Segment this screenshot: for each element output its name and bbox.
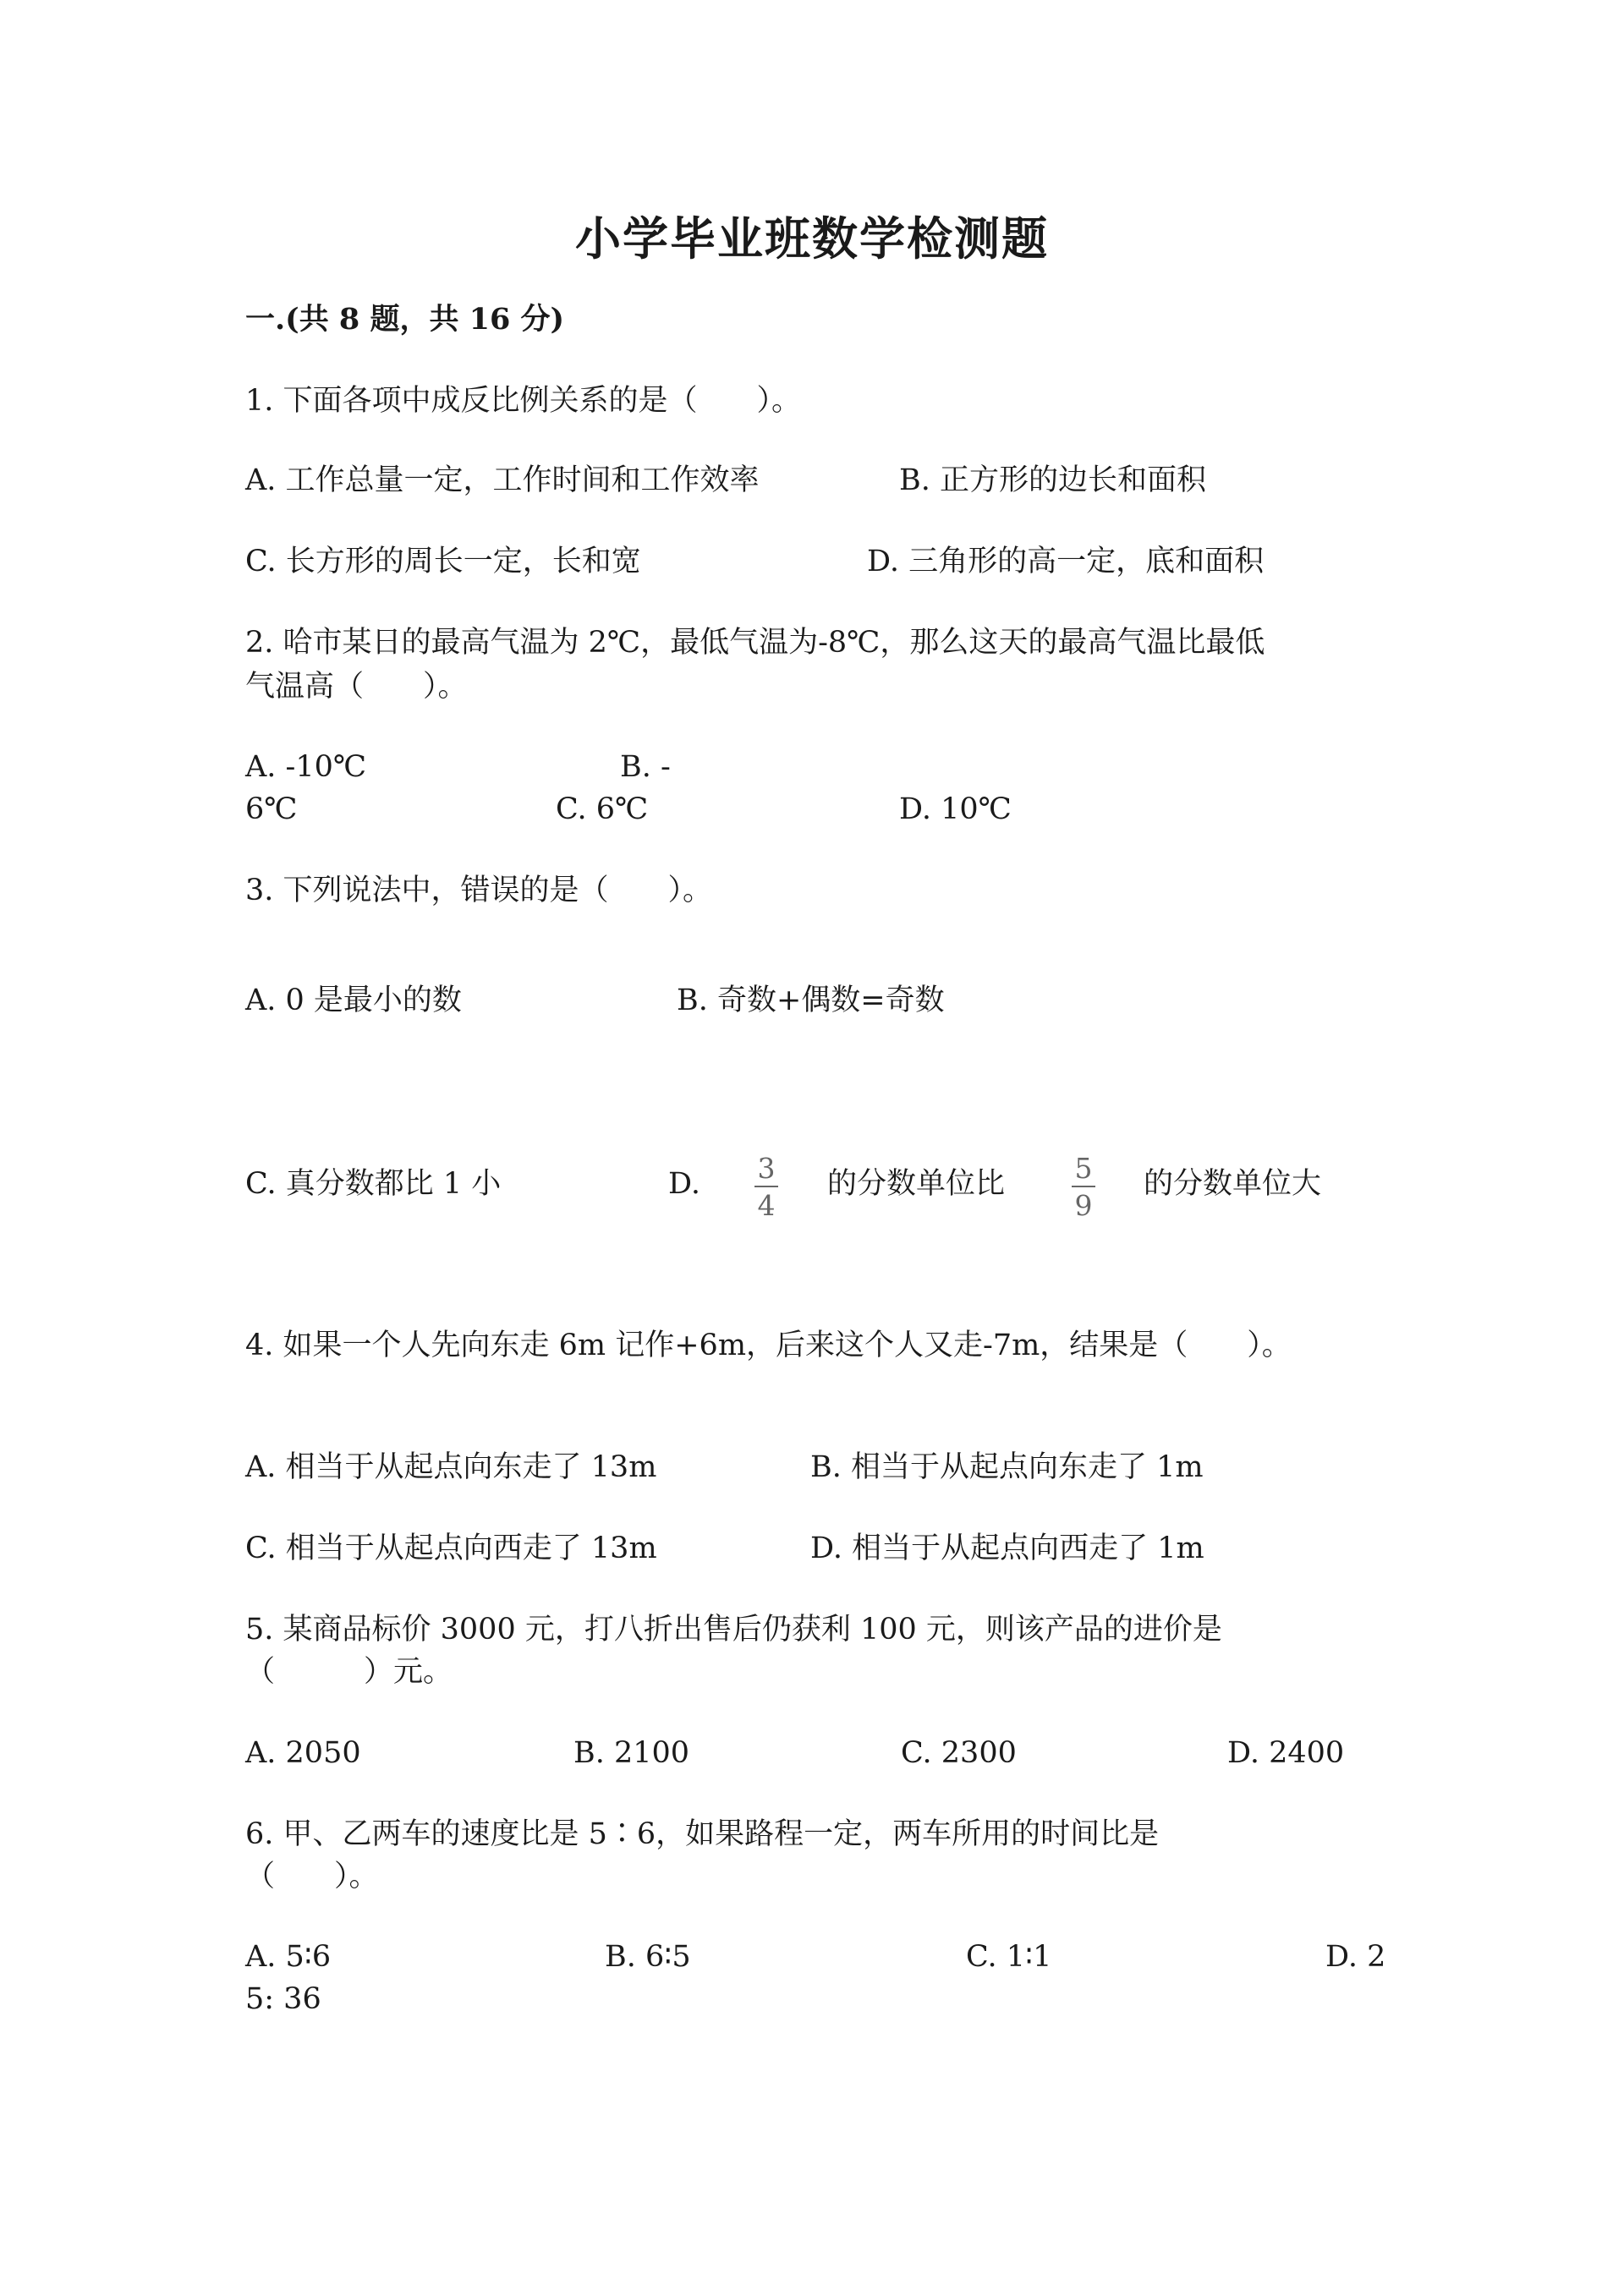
question-2-option-b-part2: 6℃ (245, 792, 298, 826)
question-1-option-b: B. 正方形的边长和面积 (899, 463, 1206, 497)
fraction-numerator: 5 (1074, 1152, 1093, 1185)
question-5-option-c: C. 2300 (901, 1736, 1017, 1770)
question-6-option-a: A. 5∶6 (245, 1940, 332, 1974)
question-2-option-a: A. -10℃ (245, 750, 367, 784)
question-2-option-b-part1: B. - (620, 750, 671, 784)
question-1-stem: 1. 下面各项中成反比例关系的是（ ）。 (245, 384, 802, 418)
question-3-stem: 3. 下列说法中，错误的是（ ）。 (245, 874, 713, 907)
question-4-option-b: B. 相当于从起点向东走了 1m (810, 1450, 1204, 1484)
question-1-option-d: D. 三角形的高一定，底和面积 (867, 545, 1265, 578)
question-5-option-b: B. 2100 (573, 1736, 690, 1770)
question-3-option-c: C. 真分数都比 1 小 (245, 1167, 502, 1201)
question-5-stem-line1: 5. 某商品标价 3000 元，打八折出售后仍获利 100 元，则该产品的进价是 (245, 1613, 1222, 1647)
question-6-option-b: B. 6∶5 (605, 1940, 691, 1974)
question-2-option-d: D. 10℃ (899, 792, 1012, 826)
fraction-numerator: 3 (757, 1152, 776, 1185)
document-title: 小学毕业班数学检测题 (575, 211, 1049, 266)
fraction-three-quarters (751, 1153, 782, 1221)
question-3-option-d-suffix: 的分数单位大 (1144, 1167, 1322, 1201)
question-3-option-b: B. 奇数+偶数=奇数 (677, 984, 945, 1017)
fraction-denominator: 4 (757, 1189, 776, 1222)
fraction-denominator: 9 (1074, 1189, 1093, 1222)
question-5-option-a: A. 2050 (245, 1736, 361, 1770)
question-6-option-c: C. 1∶1 (966, 1940, 1052, 1974)
question-6-stem-line2: （ ）。 (245, 1860, 379, 1893)
question-4-option-c: C. 相当于从起点向西走了 13m (245, 1532, 657, 1565)
question-6-option-d-part1: D. 2 (1325, 1940, 1386, 1974)
fraction-five-ninths (1068, 1153, 1099, 1221)
question-4-option-a: A. 相当于从起点向东走了 13m (245, 1450, 657, 1484)
question-6-stem-line1: 6. 甲、乙两车的速度比是 5∶6，如果路程一定，两车所用的时间比是 (245, 1817, 1160, 1851)
question-6-option-d-part2: 5: 36 (245, 1982, 321, 2016)
question-1-option-c: C. 长方形的周长一定，长和宽 (245, 545, 641, 578)
question-2-stem-line2: 气温高（ ）。 (245, 670, 468, 704)
fraction-bar (754, 1186, 778, 1187)
question-3-option-a: A. 0 是最小的数 (245, 984, 462, 1017)
question-3-option-d-middle: 的分数单位比 (827, 1167, 1006, 1201)
question-4-stem: 4. 如果一个人先向东走 6m 记作+6m，后来这个人又走-7m，结果是（ ）。 (245, 1329, 1292, 1362)
question-2-stem-line1: 2. 哈市某日的最高气温为 2℃，最低气温为-8℃，那么这天的最高气温比最低 (245, 626, 1265, 660)
section-heading: 一.(共 8 题，共 16 分) (245, 302, 565, 337)
question-2-option-c: C. 6℃ (556, 792, 649, 826)
question-4-option-d: D. 相当于从起点向西走了 1m (810, 1532, 1204, 1565)
question-3-option-d-prefix: D. (668, 1167, 700, 1201)
question-1-option-a: A. 工作总量一定，工作时间和工作效率 (245, 463, 760, 497)
fraction-bar (1072, 1186, 1095, 1187)
question-5-option-d: D. 2400 (1227, 1736, 1345, 1770)
question-5-stem-line2: （ ）元。 (245, 1655, 453, 1689)
